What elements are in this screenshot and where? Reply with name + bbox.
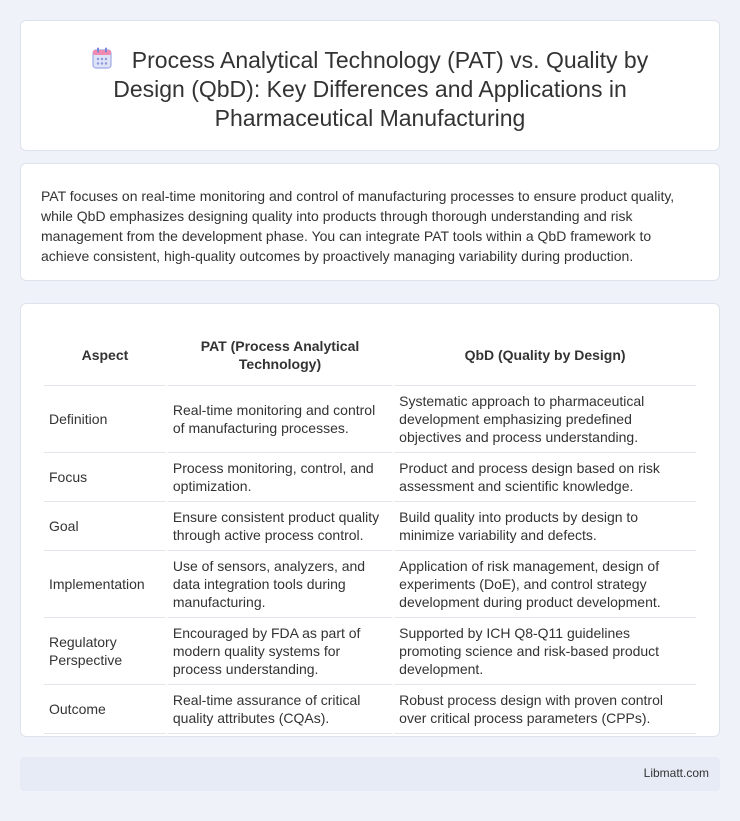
summary-card	[20, 163, 720, 281]
cell-pat: Use of sensors, analyzers, and data integration tools during manufacturing.	[168, 551, 392, 618]
cell-aspect: Definition	[44, 386, 166, 453]
cell-qbd: Supported by ICH Q8-Q11 guidelines promoting science and risk-based product development.	[394, 618, 696, 685]
table-row	[44, 386, 696, 453]
page-title-wrap	[61, 46, 679, 133]
table-row	[44, 551, 696, 618]
cell-qbd: Robust process design with proven control over critical process parameters (CPPs).	[394, 685, 696, 734]
table-row	[44, 685, 696, 734]
cell-pat: Real-time monitoring and control of manufacturing processes.	[168, 386, 392, 453]
footer	[20, 757, 720, 791]
cell-pat: Real-time assurance of critical quality attributes (CQAs).	[168, 685, 392, 734]
cell-aspect: Implementation	[44, 551, 166, 618]
cell-aspect: Focus	[44, 453, 166, 502]
cell-pat: Encouraged by FDA as part of modern quality systems for process understanding.	[168, 618, 392, 685]
calendar-icon	[92, 47, 112, 69]
comparison-table-card	[20, 303, 720, 737]
cell-aspect: Outcome	[44, 685, 166, 734]
page-title: Process Analytical Technology (PAT) vs. Quality by Design (QbD): Key Differences and Applications in Pharmaceutical Manufacturing	[113, 47, 649, 131]
cell-pat: Process monitoring, control, and optimization.	[168, 453, 392, 502]
header-qbd: QbD (Quality by Design)	[394, 324, 696, 386]
cell-aspect: Regulatory Perspective	[44, 618, 166, 685]
table-header-row	[44, 324, 696, 386]
header-pat: PAT (Process Analytical Technology)	[168, 324, 392, 386]
footer-brand: Libmatt.com	[643, 766, 709, 780]
title-card	[20, 20, 720, 151]
cell-qbd: Build quality into products by design to minimize variability and defects.	[394, 502, 696, 551]
header-aspect: Aspect	[44, 324, 166, 386]
cell-qbd: Application of risk management, design of experiments (DoE), and control strategy development during product development.	[394, 551, 696, 618]
cell-pat: Ensure consistent product quality through active process control.	[168, 502, 392, 551]
cell-aspect: Goal	[44, 502, 166, 551]
table-row	[44, 453, 696, 502]
cell-qbd: Product and process design based on risk assessment and scientific knowledge.	[394, 453, 696, 502]
summary-text: PAT focuses on real-time monitoring and control of manufacturing processes to ensure product quality, while QbD emphasizes designing quality into products through thorough understanding and risk management from the development phase. You can integrate PAT tools within a QbD framework to achieve consistent, high-quality outcomes by proactively managing variability during production.	[41, 188, 675, 264]
cell-qbd: Systematic approach to pharmaceutical development emphasizing predefined objectives and process understanding.	[394, 386, 696, 453]
comparison-table	[42, 324, 698, 734]
table-row	[44, 618, 696, 685]
table-row	[44, 502, 696, 551]
